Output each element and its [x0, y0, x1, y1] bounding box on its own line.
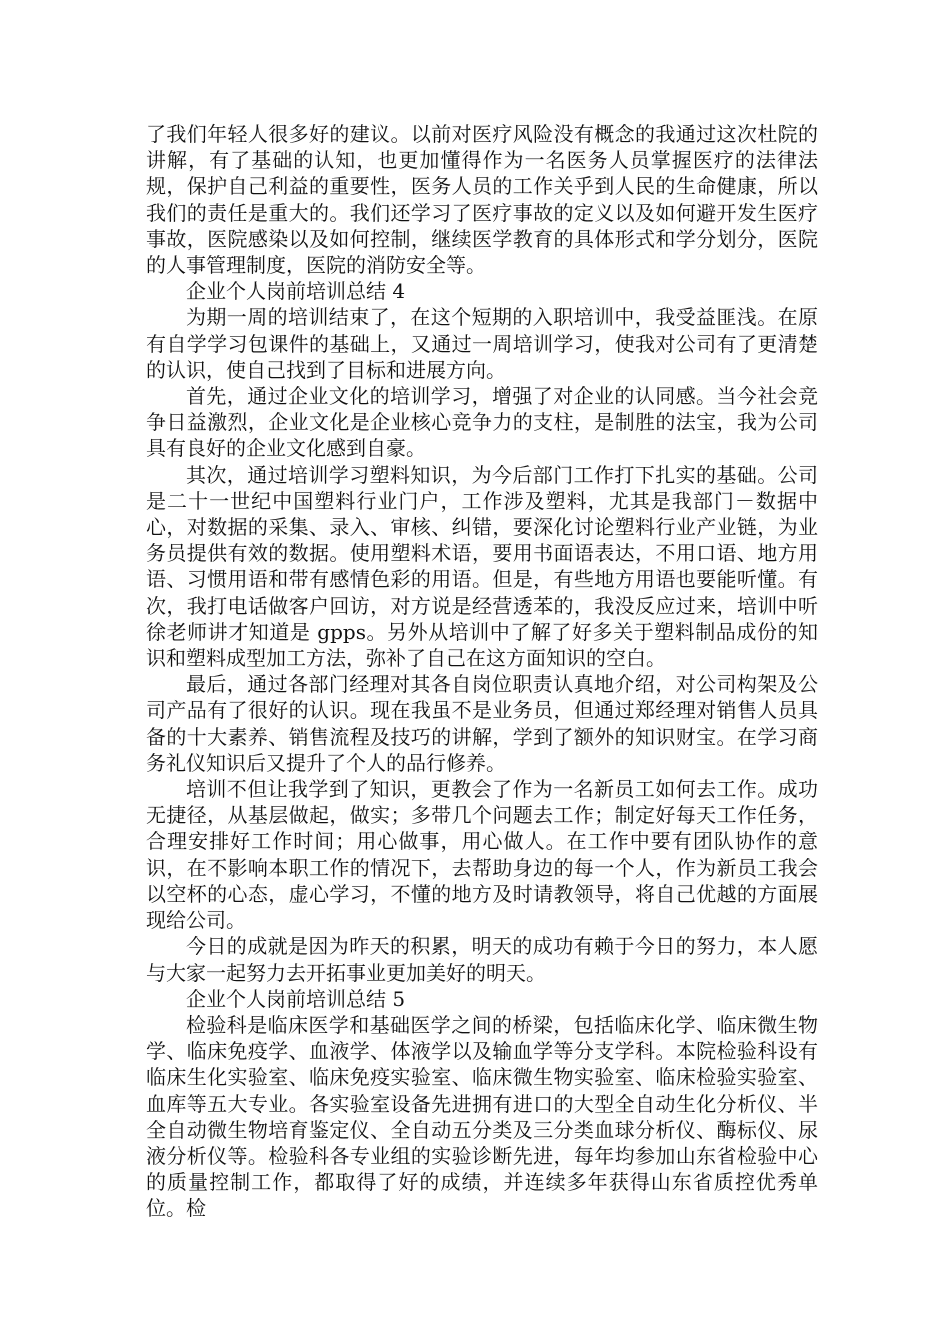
paragraph: 其次，通过培训学习塑料知识，为今后部门工作打下扎实的基础。公司是二十一世纪中国塑料行业门户，工作涉及塑料，尤其是我部门－数据中心，对数据的采集、录入、审核、纠错，要深化讨论塑料行业产业链，为业务员提供有效的数据。使用塑料术语，要用书面语表达，不用口语、地方用语、习惯用语和带有感情色彩的用语。但是，有些地方用语也要能听懂。有次，我打电话做客户回访，对方说是经营透苯的，我没反应过来，培训中听徐老师讲才知道是 gpps。另外从培训中了解了好多关于塑料制品成份的知识和塑料成型加工方法，弥补了自己在这方面知识的空白。	[146, 462, 818, 671]
paragraph: 检验科是临床医学和基础医学之间的桥梁，包括临床化学、临床微生物学、临床免疫学、血液学、体液学以及输血学等分支学科。本院检验科设有临床生化实验室、临床免疫实验室、临床微生物实验室、临床检验实验室、血库等五大专业。各实验室设备先进拥有进口的大型全自动生化分析仪、半全自动微生物培育鉴定仪、全自动五分类及三分类血球分析仪、酶标仪、尿液分析仪等。检验科各专业组的实验诊断先进，每年均参加山东省检验中心的质量控制工作，都取得了好的成绩，并连续多年获得山东省质控优秀单位。检	[146, 1012, 818, 1221]
section-heading-5: 企业个人岗前培训总结 5	[186, 986, 406, 1011]
paragraph: 为期一周的培训结束了，在这个短期的入职培训中，我受益匪浅。在原有自学学习包课件的基础上，又通过一周培训学习，使我对公司有了更清楚的认识，使自己找到了目标和进展方向。	[146, 305, 818, 382]
document-page	[146, 121, 818, 1222]
section-heading-4: 企业个人岗前培训总结 4	[186, 279, 406, 304]
paragraph: 首先，通过企业文化的培训学习，增强了对企业的认同感。当今社会竞争日益激烈，企业文化是企业核心竞争力的支柱，是制胜的法宝，我为公司具有良好的企业文化感到自豪。	[146, 384, 818, 461]
paragraph: 培训不但让我学到了知识，更教会了作为一名新员工如何去工作。成功无捷径，从基层做起，做实；多带几个问题去工作；制定好每天工作任务，合理安排好工作时间；用心做事，用心做人。在工作中要有团队协作的意识，在不影响本职工作的情况下，去帮助身边的每一个人，作为新员工我会以空杯的心态，虚心学习，不懂的地方及时请教领导，将自己优越的方面展现给公司。	[146, 777, 818, 933]
paragraph: 今日的成就是因为昨天的积累，明天的成功有赖于今日的努力，本人愿与大家一起努力去开拓事业更加美好的明天。	[146, 934, 818, 985]
paragraph-continued: 了我们年轻人很多好的建议。以前对医疗风险没有概念的我通过这次杜院的讲解，有了基础的认知，也更加懂得作为一名医务人员掌握医疗的法律法规，保护自己利益的重要性，医务人员的工作关乎到人民的生命健康，所以我们的责任是重大的。我们还学习了医疗事故的定义以及如何避开发生医疗事故，医院感染以及如何控制，继续医学教育的具体形式和学分划分，医院的人事管理制度，医院的消防安全等。	[146, 122, 818, 278]
paragraph: 最后，通过各部门经理对其各自岗位职责认真地介绍，对公司构架及公司产品有了很好的认识。现在我虽不是业务员，但通过郑经理对销售人员具备的十大素养、销售流程及技巧的讲解，学到了额外的知识财宝。在学习商务礼仪知识后又提升了个人的品行修养。	[146, 672, 818, 775]
